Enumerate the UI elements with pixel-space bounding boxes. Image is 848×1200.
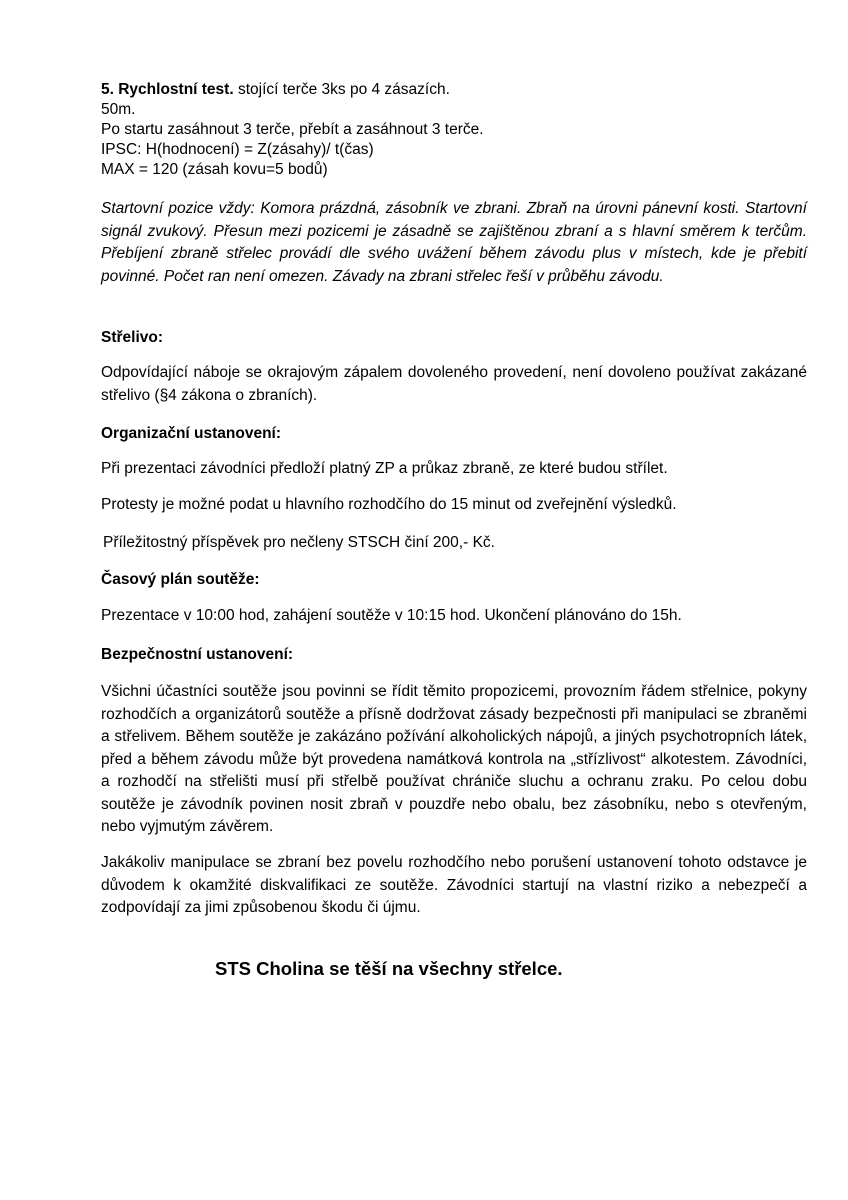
- safety-heading: Bezpečnostní ustanovení:: [101, 646, 294, 663]
- test-5-title-line: [101, 80, 807, 100]
- safety-paragraph-2: Jakákoliv manipulace se zbraní bez povelu rozhodčího nebo porušení ustanovení tohoto odstavce je důvodem k okamžité diskvalifikaci ze soutěže. Závodníci startují na vlastní riziko a nebezpečí a zodpovídají za jimi způsobenou škodu či újmu.: [101, 854, 807, 916]
- schedule-heading: Časový plán soutěže:: [101, 571, 260, 588]
- test-5-instructions: Po startu zasáhnout 3 terče, přebít a zasáhnout 3 terče.: [101, 121, 484, 138]
- test-5-formula: IPSC: H(hodnocení) = Z(zásahy)/ t(čas): [101, 141, 374, 158]
- test-5-description: stojící terče 3ks po 4 zásazích.: [233, 81, 450, 98]
- organization-item: Při prezentaci závodníci předloží platný ZP a průkaz zbraně, ze které budou střílet.: [101, 460, 668, 477]
- safety-paragraph-1: Všichni účastníci soutěže jsou povinni se řídit těmito propozicemi, provozním řádem střelnice, pokyny rozhodčích a organizátorů soutěže a přísně dodržovat zásady bezpečnosti při manipulaci se zbraněmi a střelivem. Během soutěže je zakázáno požívání alkoholických nápojů, a jiných psychotropních látek, před a během závodu může být provedena namátková kontrola na „střízlivost“ alkotestem. Závodníci, a rozhodčí na střelišti musí při střelbě používat chrániče sluchu a ochranu zraku. Po celou dobu soutěže je závodník povinen nosit zbraň v pouzdře nebo obalu, bez zásobníku, nebo s otevřeným, nebo vyjmutým závěrem.: [101, 683, 807, 835]
- test-5-max: MAX = 120 (zásah kovu=5 bodů): [101, 161, 328, 178]
- organization-item: Protesty je možné podat u hlavního rozhodčího do 15 minut od zveřejnění výsledků.: [101, 496, 677, 513]
- test-5-distance: 50m.: [101, 101, 136, 118]
- ammo-text: Odpovídající náboje se okrajovým zápalem dovoleného provedení, není dovoleno používat zakázané střelivo (§4 zákona o zbraních).: [101, 364, 807, 404]
- organization-item: Příležitostný příspěvek pro nečleny STSCH činí 200,- Kč.: [103, 534, 495, 551]
- schedule-text: Prezentace v 10:00 hod, zahájení soutěže v 10:15 hod. Ukončení plánováno do 15h.: [101, 607, 682, 624]
- test-5-title: 5. Rychlostní test.: [101, 81, 234, 98]
- organization-heading: Organizační ustanovení:: [101, 425, 282, 442]
- ammo-heading: Střelivo:: [101, 329, 164, 346]
- test-5-block: [101, 80, 807, 180]
- start-position-paragraph: Startovní pozice vždy: Komora prázdná, zásobník ve zbrani. Zbraň na úrovni pánevní kosti. Startovní signál zvukový. Přesun mezi pozicemi je zásadně se zajištěnou zbraní a s hlavní směrem k terčům. Přebíjení zbraně střelec provádí dle svého uvážení během závodu plus v místech, kde je přebití povinné. Počet ran není omezen. Závady na zbrani střelec řeší v průběhu závodu.: [101, 200, 807, 285]
- closing-message: STS Cholina se těší na všechny střelce.: [215, 958, 563, 979]
